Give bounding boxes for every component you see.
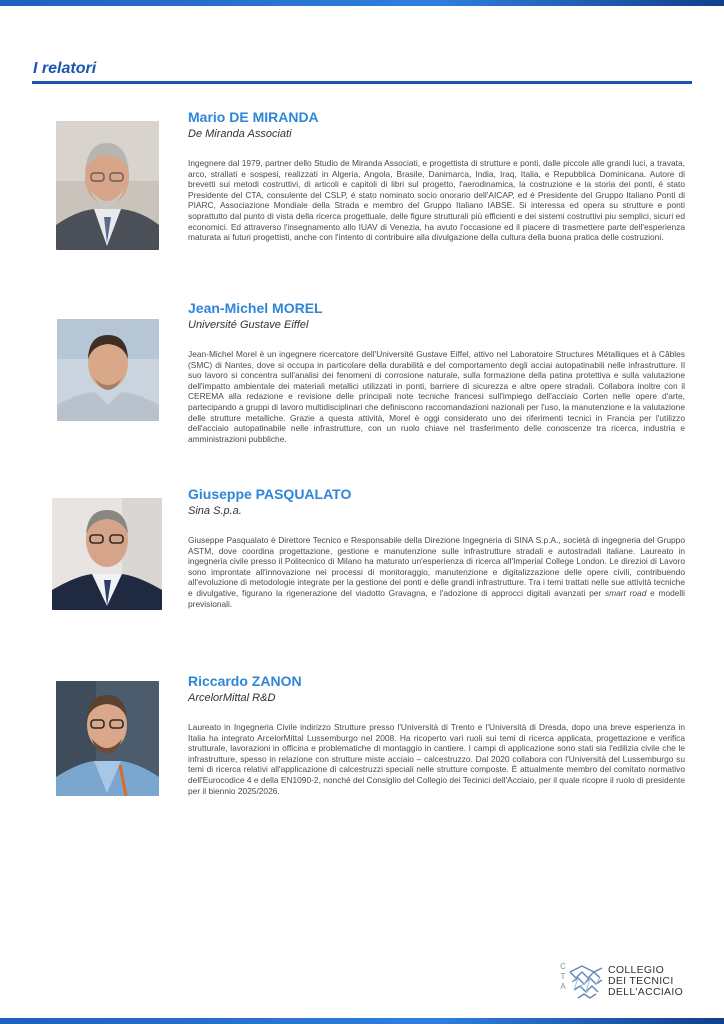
cta-logo xyxy=(558,962,698,1002)
speaker-photo xyxy=(56,121,159,250)
logo-line: COLLEGIO xyxy=(608,964,665,976)
logo-wordmark xyxy=(608,965,683,998)
speaker-affiliation: Sina S.p.a. xyxy=(188,505,242,517)
speaker-photo xyxy=(57,319,159,421)
logo-letters xyxy=(558,962,568,992)
speaker-bio: Jean-Michel Morel è un ingegnere ricercatore dell'Université Gustave Eiffel, attivo nel Laboratoire Structures Métalliques et à Câbles (SMC) di Nantes, dove si occupa in particolare della durabilità e del comportamento degli acciai autopatinabili nelle infrastrutture. Il suo lavoro si concentra sull'analisi dei fenomeni di corrosione naturale, sulla formazione della patina protettiva e sulla valutazione dell'impatto ambientale dei materiali metallici utilizzati in ponti, barriere di sicurezza e altre opere stradali. Collabora inoltre con il CEREMA alla redazione e revisione delle principali note tecniche francesi sull'impiego dell'acciaio Corten nelle opere d'arte, partecipando a gruppi di lavoro multidisciplinari che definiscono raccomandazioni nazionali per l'uso, la manutenzione e la valutazione delle strutture metalliche. Grazie a questa attività, Morel è oggi considerato uno dei riferimenti tecnici in Francia per l'utilizzo dell'acciaio autopatinabile nelle infrastrutture, con un ruolo chiave nel trasferimento delle conoscenze tra ricerca, industria e amministrazioni pubbliche. xyxy=(188,349,685,444)
bottom-accent-bar xyxy=(0,1018,724,1024)
section-title: I relatori xyxy=(33,60,97,77)
speaker-name: Jean-Michel MOREL xyxy=(188,300,323,316)
logo-letter: A xyxy=(560,982,566,991)
speaker-bio xyxy=(188,535,685,609)
speaker-name: Mario DE MIRANDA xyxy=(188,109,319,125)
speaker-bio: Ingegnere dal 1979, partner dello Studio de Miranda Associati, e progettista di strutture e ponti, dalle piccole alle grandi luci, a travata, arco, strallati e sospesi, realizzati in Algeria, Angola, Brasile, Danimarca, India, Iraq, Italia, e Repubblica Dominicana. Autore di brevetti sui metodi costruttivi, di articoli e capitoli di libri sul progetto, l'aerodinamica, la costruzione e la storia dei ponti, é stato Presidente del CTA, consulente del CSLP, é stato nominato socio onorario dell'AICAP, ed é Presidente del Gruppo Italiano Ponti di PIARC, Associazione Mondiale della Strada e membro del Gruppo Italiano IABSE. Si interessa ed opera su strutture e ponti soprattutto dal punto di vista della ricerca progettuale, delle figure strutturali più efficienti e dei sistemi costruttivi piu semplici, sicuri ed economici. Ed attraverso l'insegnamento allo IUAV di Venezia, ha avuto l'occasione ed il piacere di trasmettere parte dell'esperienza maturata ai futuri progettisti, anche con l'intento di contribuire alla divulgazione della cultura della buona pratica delle costruzioni. xyxy=(188,158,685,243)
speaker-bio: Laureato in Ingegneria Civile indirizzo Strutture presso l'Università di Trento e l'Università di Dresda, dopo una breve esperienza in Italia ha integrato ArcelorMittal Lussemburgo nel 2008. Ha ricoperto vari ruoli sui temi di ricerca applicata, progettazione e verifica strutturale, lavorazioni in officina e problematiche di montaggio in cantiere. I campi di applicazione sono stati sia l'edilizia civile che le infrastrutture, spesso in relazione con strutture miste acciaio – calcestruzzo. Dal 2020 collabora con l'Università del Lussemburgo su temi di ricerca relativi all'applicazione di calcestruzzi speciali nelle strutture composte. È attualmente membro del comitato normativo dell'Eurocodice 4 e della EN1090-2, nonché del Consiglio del Collegio dei Tecinici dell'Acciaio, per il quale ricopre il ruolo di presidente per il biennio 2025/2026. xyxy=(188,722,685,796)
speaker-bio-emphasis: smart road xyxy=(604,587,647,598)
speaker-affiliation: De Miranda Associati xyxy=(188,128,292,140)
logo-line: DELL'ACCIAIO xyxy=(608,986,684,998)
top-accent-bar xyxy=(0,0,724,6)
logo-letter: C xyxy=(560,962,566,971)
speaker-bio-end: e modelli previsionali. xyxy=(188,587,686,609)
logo-line: DEI TECNICI xyxy=(608,975,674,987)
title-underline xyxy=(32,81,692,84)
speaker-affiliation: ArcelorMittal R&D xyxy=(188,692,276,704)
speaker-name: Riccardo ZANON xyxy=(188,673,302,689)
truss-mark-icon xyxy=(568,964,604,1000)
speaker-photo xyxy=(56,681,159,796)
speaker-name: Giuseppe PASQUALATO xyxy=(188,486,352,502)
speaker-photo xyxy=(52,498,162,610)
logo-letter: T xyxy=(560,972,566,981)
speaker-bio-text: Giuseppe Pasqualato è Direttore Tecnico e Responsabile della Direzione Ingegneria di SINA S.p.A., società di ingegneria del Gruppo ASTM, dove coordina progettazione, gestione e manutenzione sulle infrastrutture stradali e autostradali italiane. Laureato in ingegneria civile presso il Politecnico di Milano ha maturato un'esperienza di ricerca all'Imperial College London. Le direzioi di Lavoro sono improntate all'innovazione nei processi di monitoraggio, manutenzione e digitalizzazione delle opere civili, contribuendo all'evoluzione di metodologie integrate per la gestione dei ponti e delle grandi infrastrutture. Tra i temi trattati nelle sue attività tecniche e divulgative, figurano la rigenerazione del viadotto Gravagna, e l'adozione di approcci digitali avanzati per xyxy=(188,535,685,598)
speaker-affiliation: Université Gustave Eiffel xyxy=(188,319,309,331)
